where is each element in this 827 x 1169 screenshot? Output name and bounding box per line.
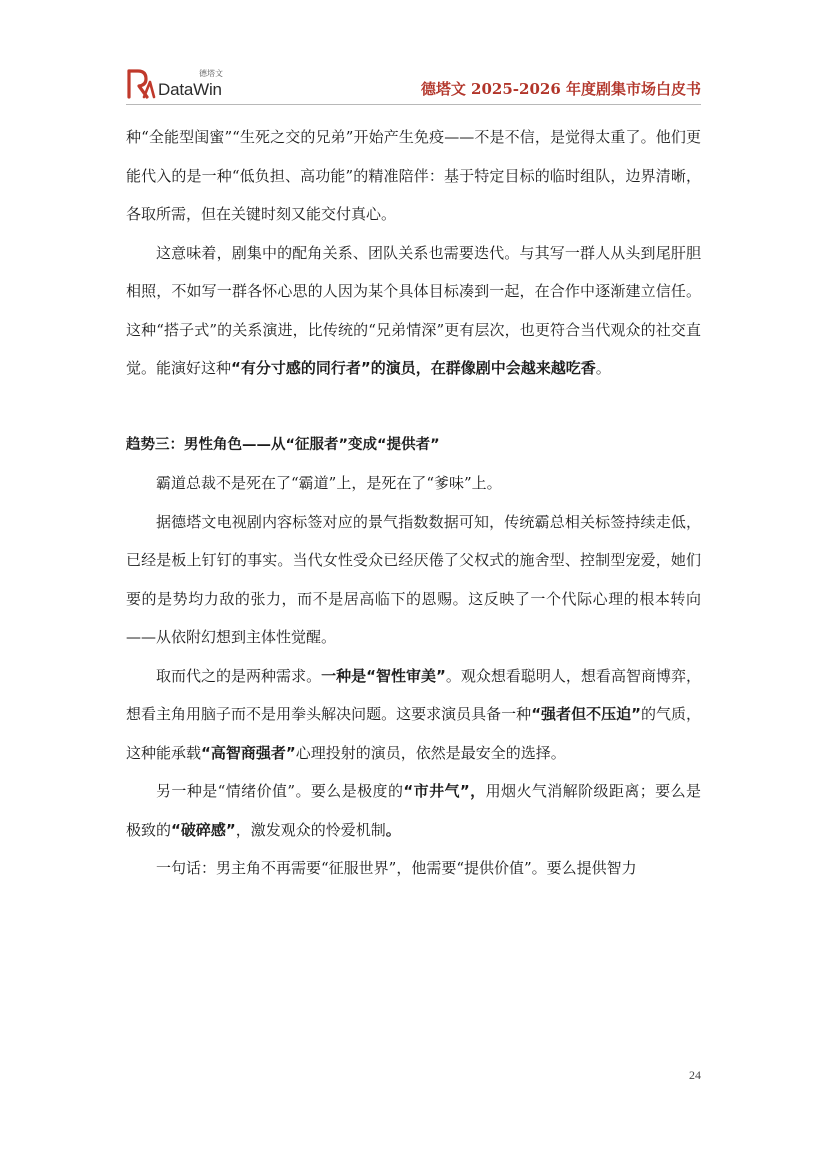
text-run: 种“全能型闺蜜”“生死之交的兄弟”开始产生免疫——不是不信，是觉得太重了。他们更能代入的是一种“低负担、高功能”的精准陪伴：基于特定目标的临时组队，边界清晰，各取所需，但在关键时刻又能交付真心。	[126, 128, 701, 223]
header-divider	[126, 104, 701, 105]
text-run: 这意味着，剧集中的配角关系、团队关系也需要迭代。与其写一群人从头到尾肝胆相照，不如写一群各怀心思的人因为某个具体目标凑到一起，在合作中逐渐建立信任。这种“搭子式”的关系演进，比传统的“兄弟情深”更有层次，也更符合当代观众的社交直觉。能演好这种	[126, 243, 701, 377]
text-run: 霸道总裁不是死在了“霸道”上，是死在了“爹味”上。	[156, 474, 502, 492]
bold-text: “市井气”，	[403, 782, 486, 800]
text-run: 。	[595, 359, 611, 377]
bold-text: “有分寸感的同行者”的演员，在群像剧中会越来越吃香	[231, 359, 596, 377]
paragraph	[126, 234, 701, 388]
datawin-logo	[126, 66, 236, 100]
bold-text: “破碎感”	[171, 820, 236, 839]
text-run: 的气质，这种能承载	[126, 705, 701, 762]
paragraph	[126, 464, 701, 503]
paragraph	[126, 772, 701, 849]
text-run: ，激发观众的怜爱机制	[235, 820, 386, 839]
report-title: 德塔文 2025-2026 年度剧集市场白皮书	[420, 80, 701, 98]
paragraph	[126, 503, 701, 657]
body-text	[126, 118, 701, 888]
paragraph	[126, 849, 701, 888]
text-run: 。观众想看聪明人，想看高智商博弈，想看主角用脑子而不是用拳头解决问题。这要求演员具备一种	[126, 666, 701, 723]
text-run: 另一种是“情绪价值”。要么是极度的	[156, 782, 404, 800]
text-run: 心理投射的演员，依然是最安全的选择。	[295, 743, 566, 762]
bold-text: “高智商强者”	[201, 743, 296, 762]
text-run: 取而代之的是两种需求。	[156, 666, 322, 685]
page-header	[126, 62, 701, 104]
bold-text: “强者但不压迫”	[531, 705, 641, 723]
logo-mark-icon	[126, 66, 160, 100]
paragraph	[126, 118, 701, 234]
paragraph	[126, 657, 701, 773]
bold-text: 一种是“智性审美”	[321, 666, 446, 685]
logo-wordmark: DataWin	[158, 80, 222, 99]
text-run: 一句话：男主角不再需要“征服世界”，他需要“提供价值”。要么提供智力	[156, 859, 637, 877]
text-run: 用烟火气消解阶级距离；要么是极致的	[126, 782, 701, 839]
logo-chinese-name: 德塔文	[199, 69, 223, 78]
bold-text: 趋势三：男性角色——从“征服者”变成“提供者”	[126, 436, 440, 453]
section-heading	[126, 426, 701, 465]
bold-text: 。	[385, 820, 401, 839]
page-number: 24	[689, 1068, 701, 1082]
text-run: 据德塔文电视剧内容标签对应的景气指数数据可知，传统霸总相关标签持续走低，已经是板上钉钉的事实。当代女性受众已经厌倦了父权式的施舍型、控制型宠爱，她们要的是势均力敌的张力，而不是居高临下的恩赐。这反映了一个代际心理的根本转向——从依附幻想到主体性觉醒。	[126, 512, 701, 646]
